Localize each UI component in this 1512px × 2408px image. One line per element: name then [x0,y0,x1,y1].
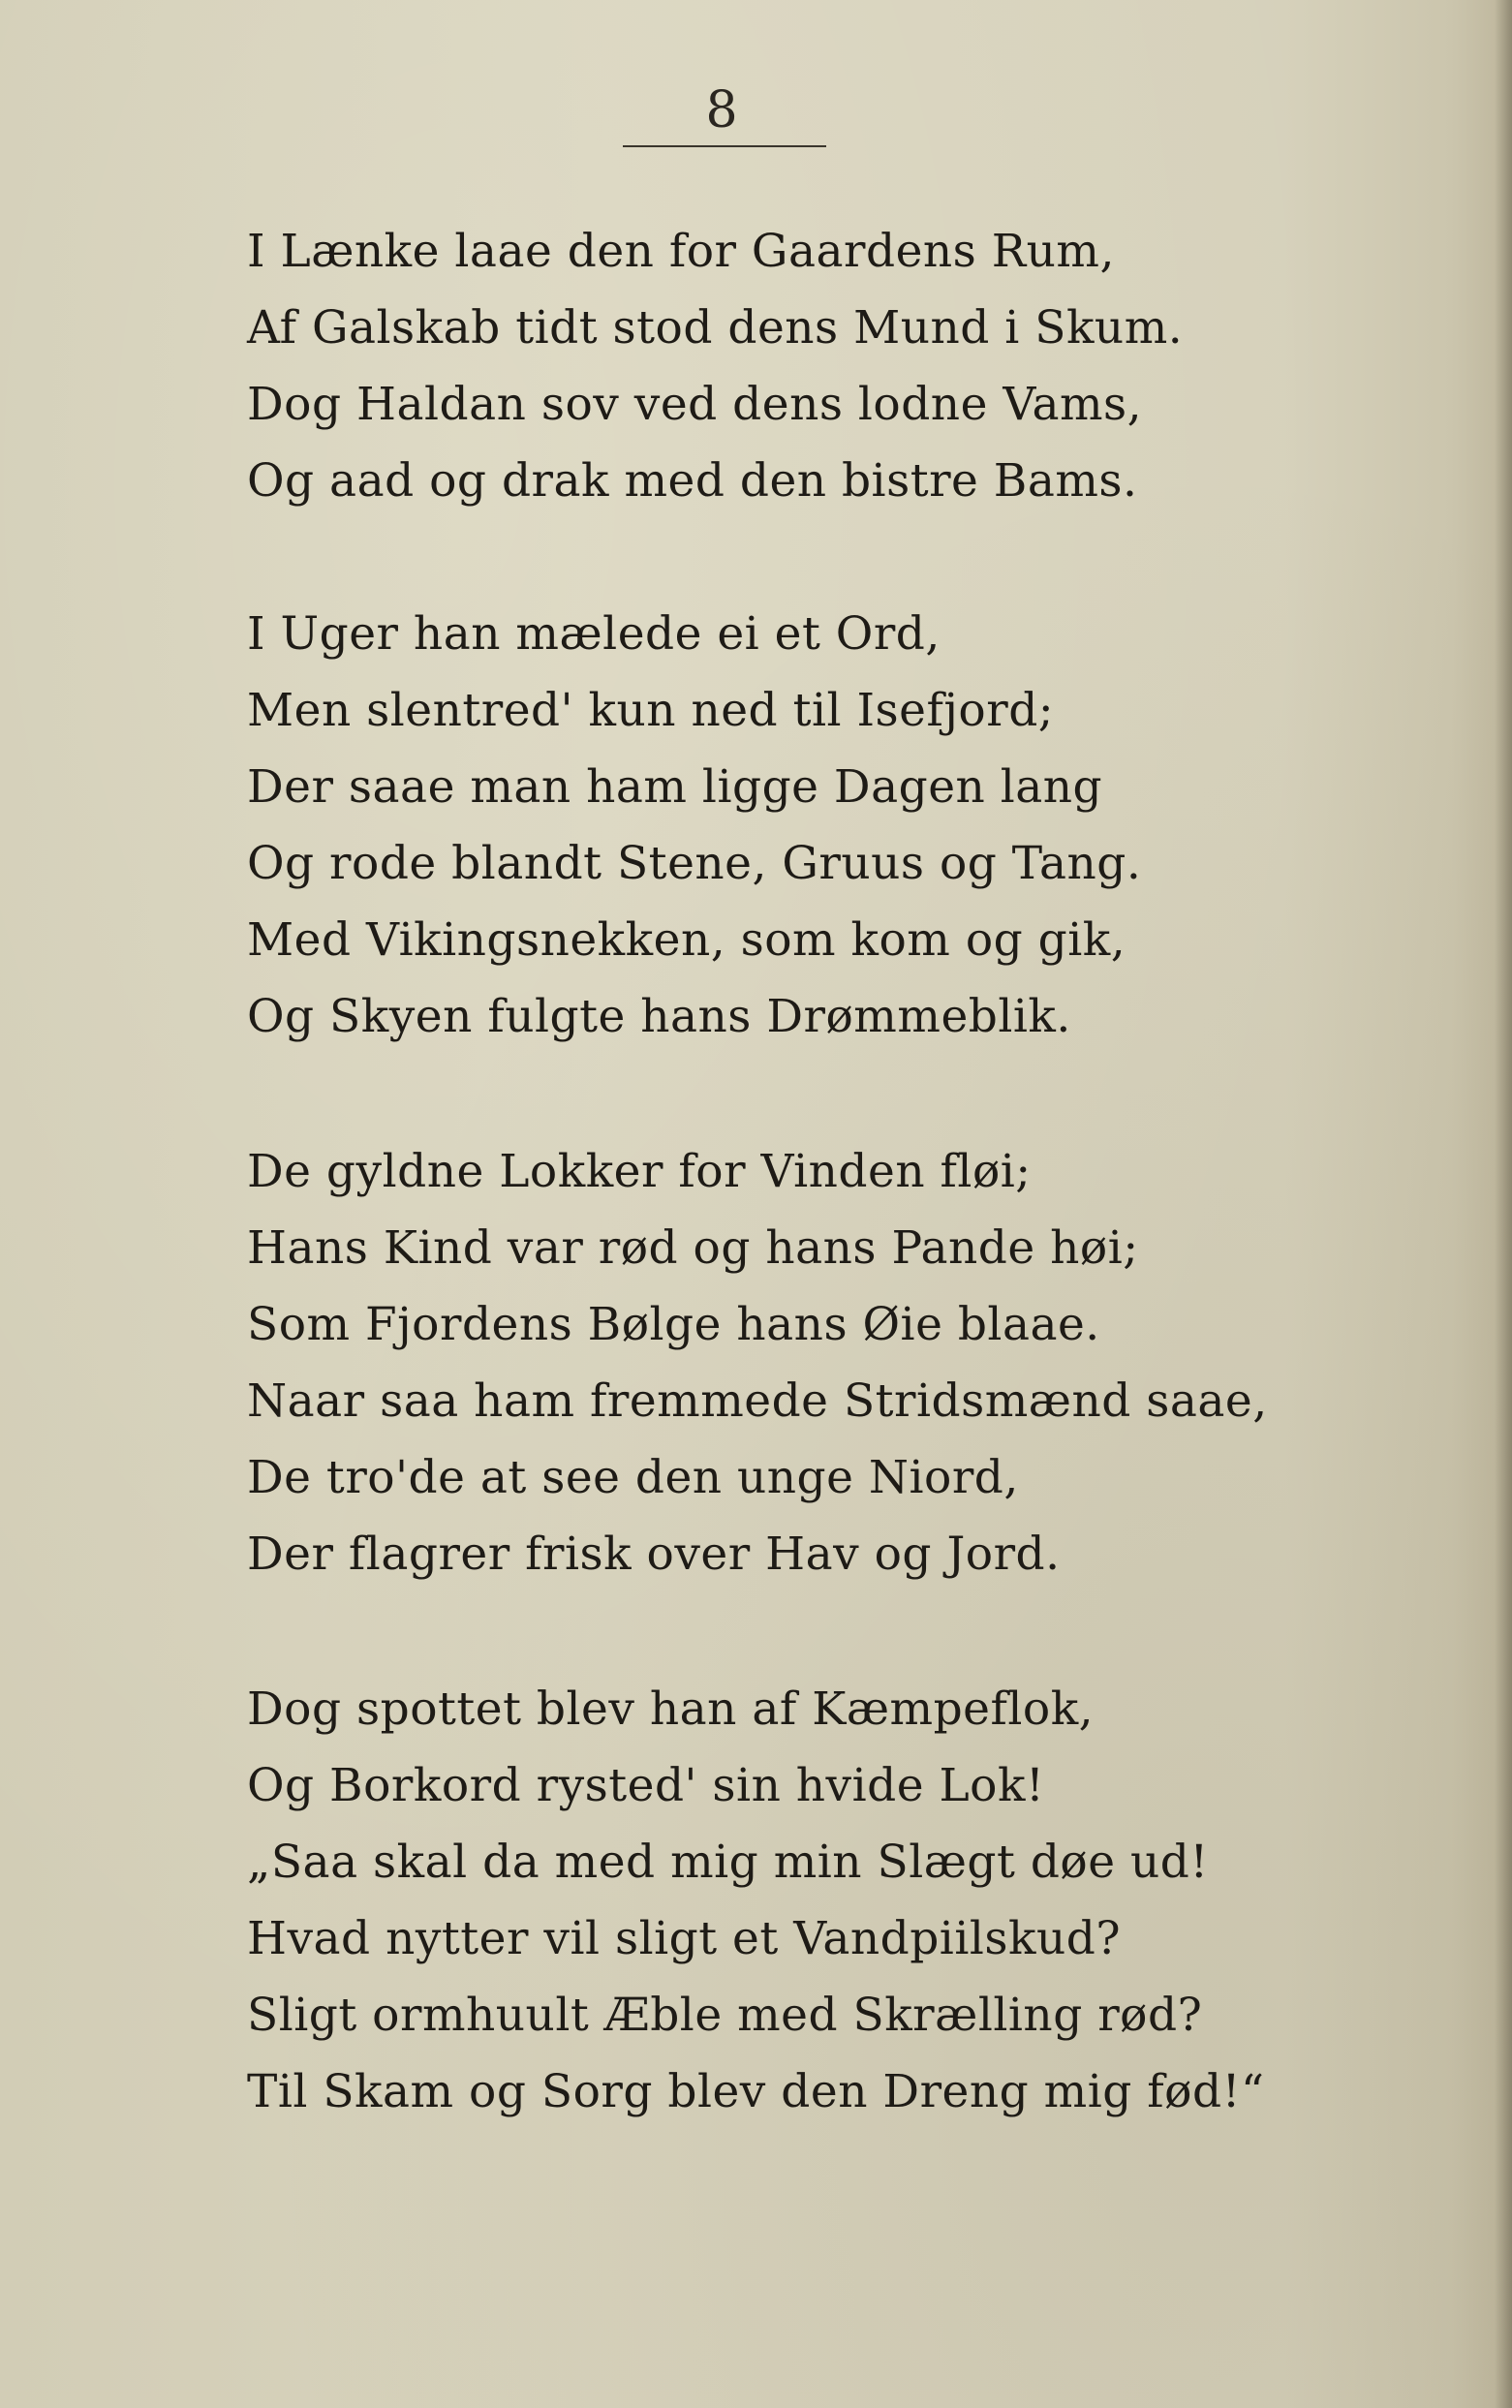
verse-line: Sligt ormhuult Æble med Skrælling rød? [247,1989,1203,2042]
stanza-1 [247,213,1312,519]
verse-line: Og rode blandt Stene, Gruus og Tang. [247,837,1142,890]
page-edge-shadow [1495,0,1512,2408]
verse-line: Der saae man ham ligge Dagen lang [247,760,1103,814]
verse-line: I Lænke laae den for Gaardens Rum, [247,225,1115,278]
stanza-2 [247,596,1312,1055]
page-number-rule [623,145,826,147]
verse-line: Der flagrer frisk over Hav og Jord. [247,1528,1061,1581]
verse-line: Og aad og drak med den bistre Bams. [247,454,1138,508]
verse-line: Dog spottet blev han af Kæmpeflok, [247,1683,1095,1736]
verse-line: Med Vikingsnekken, som kom og gik, [247,913,1126,967]
verse-line: Og Skyen fulgte hans Drømmeblik. [247,990,1071,1043]
verse-line: De gyldne Lokker for Vinden fløi; [247,1145,1032,1198]
page-number: 8 [705,81,738,139]
verse-line: Og Borkord rysted' sin hvide Lok! [247,1759,1045,1812]
verse-line: „Saa skal da med mig min Slægt døe ud! [247,1836,1209,1889]
stanza-3 [247,1133,1312,1592]
verse-line: Som Fjordens Bølge hans Øie blaae. [247,1298,1100,1351]
verse-line: Hans Kind var rød og hans Pande høi; [247,1221,1139,1275]
verse-line: De tro'de at see den unge Niord, [247,1451,1019,1504]
verse-line: Dog Haldan sov ved dens lodne Vams, [247,378,1143,431]
verse-line: Af Galskab tidt stod dens Mund i Skum. [247,301,1184,355]
verse-line: Hvad nytter vil sligt et Vandpiilskud? [247,1912,1122,1965]
stanza-4 [247,1671,1312,2130]
verse-line: Naar saa ham fremmede Stridsmænd saae, [247,1374,1268,1428]
verse-line: Men slentred' kun ned til Isefjord; [247,684,1055,737]
verse-line: Til Skam og Sorg blev den Dreng mig fød!“ [247,2065,1265,2118]
verse-line: I Uger han mælede ei et Ord, [247,607,941,661]
